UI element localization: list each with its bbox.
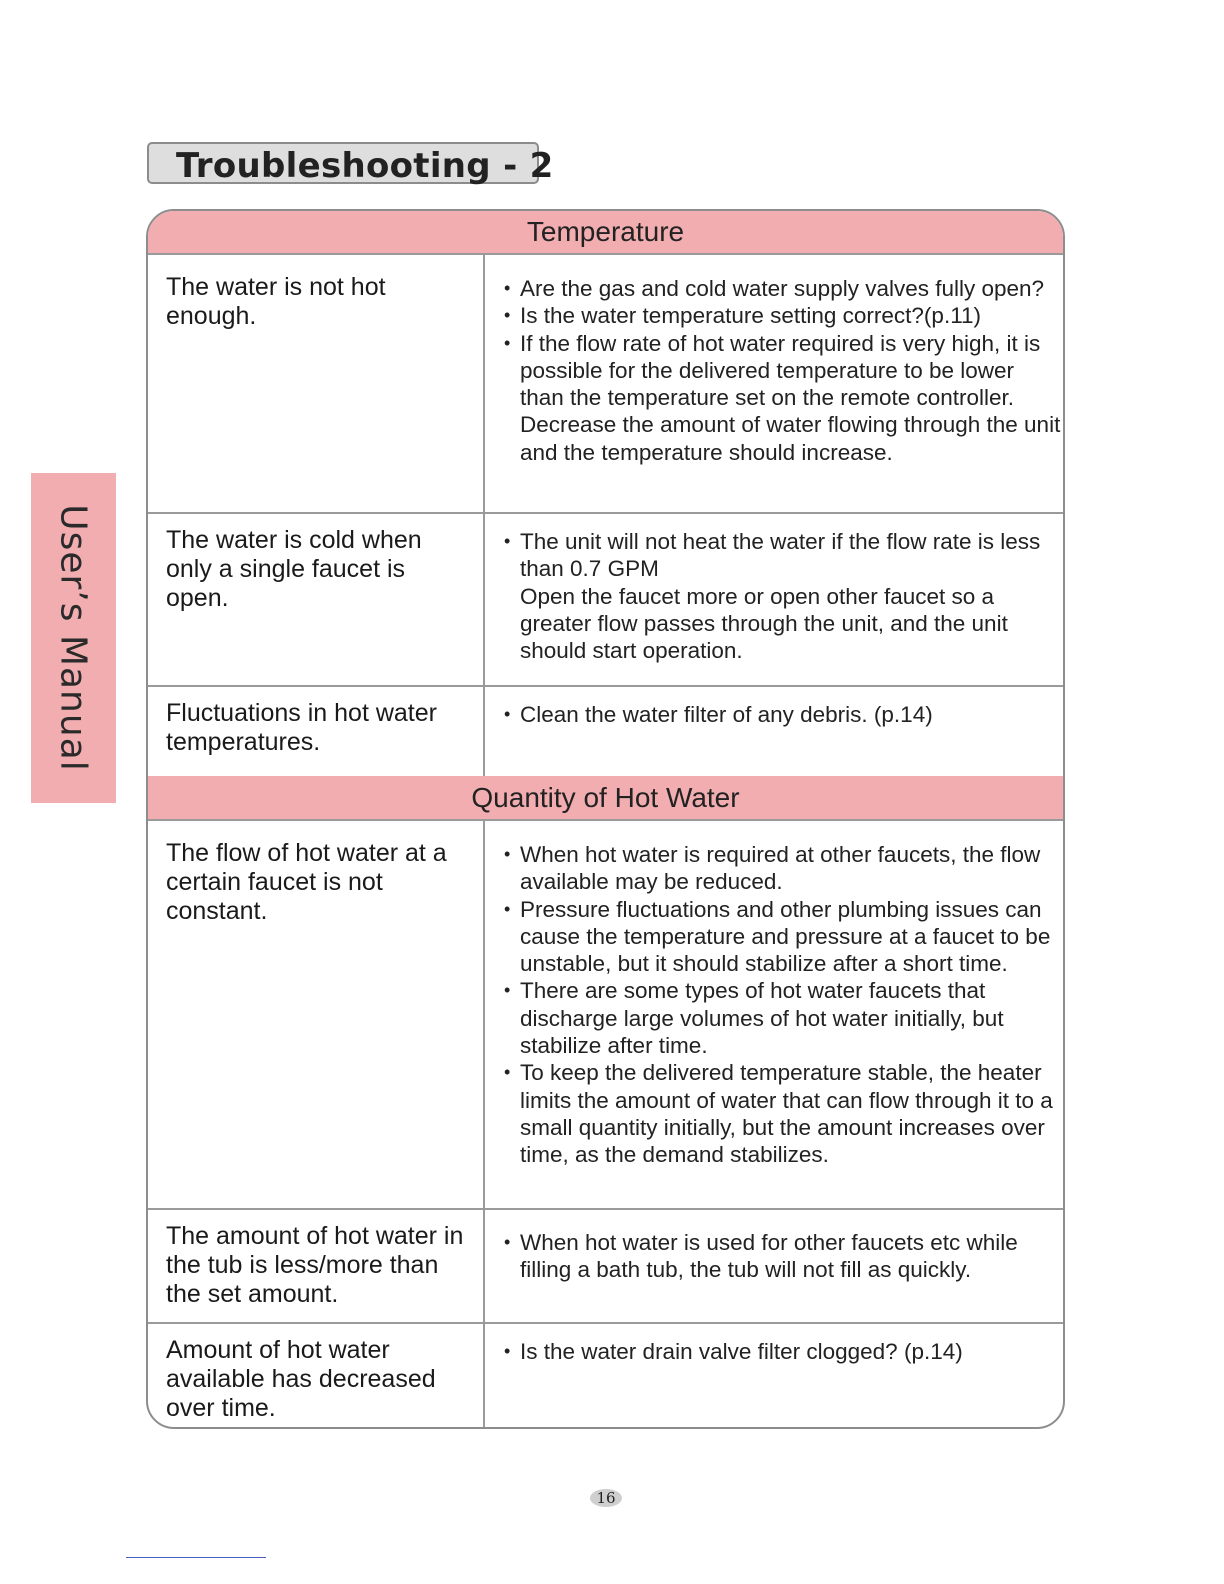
solution-cell <box>504 1338 1064 1365</box>
problem-cell: The water is cold when only a single faucet is open. <box>166 526 422 612</box>
problem-cell: The amount of hot water in the tub is less/more than the set amount. <box>166 1222 464 1308</box>
problem-cell: Fluctuations in hot water temperatures. <box>166 699 437 756</box>
problem-cell: The flow of hot water at a certain faucet is not constant. <box>166 839 447 925</box>
problem-cell: The water is not hot enough. <box>166 273 386 330</box>
solution-bullet: • The unit will not heat the water if the flow rate is less than 0.7 GPM <box>504 528 1064 583</box>
section-title: Quantity of Hot Water <box>471 782 740 813</box>
problem-cell: Amount of hot water available has decreased over time. <box>166 1336 436 1422</box>
solution-cell <box>504 841 1064 1169</box>
solution-cell <box>504 1229 1064 1284</box>
solution-bullet: • When hot water is required at other faucets, the flow available may be reduced. <box>504 841 1064 896</box>
solution-cell <box>504 701 1064 728</box>
solution-bullet: • Are the gas and cold water supply valves fully open? <box>504 275 1064 302</box>
page-title-box <box>147 142 554 186</box>
solution-bullet: • When hot water is used for other faucets etc while filling a bath tub, the tub will not fill as quickly. <box>504 1229 1064 1284</box>
page-number: 16 <box>590 1489 622 1507</box>
page-title: Troubleshooting - 2 <box>176 146 554 186</box>
section-header-quantity <box>148 776 1063 819</box>
side-tab-label: User’s Manual <box>52 504 94 772</box>
solution-bullet: • Is the water drain valve filter clogged? (p.14) <box>504 1338 1064 1365</box>
solution-note: Open the faucet more or open other faucet so a greater flow passes through the unit, and the unit should start operation. <box>520 583 1008 664</box>
section-header-temperature <box>148 211 1063 253</box>
troubleshooting-table <box>146 209 1065 1429</box>
solution-bullet: • Clean the water filter of any debris. (p.14) <box>504 701 1064 728</box>
solution-cell <box>504 528 1064 664</box>
side-tab <box>31 473 116 803</box>
solution-bullet: • If the flow rate of hot water required is very high, it is possible for the delivered temperature to be lower than the temperature set on the remote controller. <box>504 330 1064 412</box>
solution-note: Decrease the amount of water flowing through the unit and the temperature should increase. <box>520 412 1061 465</box>
solution-cell <box>504 275 1064 466</box>
solution-bullet: • There are some types of hot water faucets that discharge large volumes of hot water initially, but stabilize after time. <box>504 977 1064 1059</box>
solution-bullet: • Is the water temperature setting correct?(p.11) <box>504 302 1064 329</box>
solution-bullet: • Pressure fluctuations and other plumbing issues can cause the temperature and pressure at a faucet to be unstable, but it should stabilize after a short time. <box>504 896 1064 978</box>
footer-divider <box>126 1557 266 1558</box>
solution-bullet: • To keep the delivered temperature stable, the heater limits the amount of water that can flow through it to a small quantity initially, but the amount increases over time, as the demand stabilizes. <box>504 1059 1064 1168</box>
section-title: Temperature <box>526 216 685 247</box>
